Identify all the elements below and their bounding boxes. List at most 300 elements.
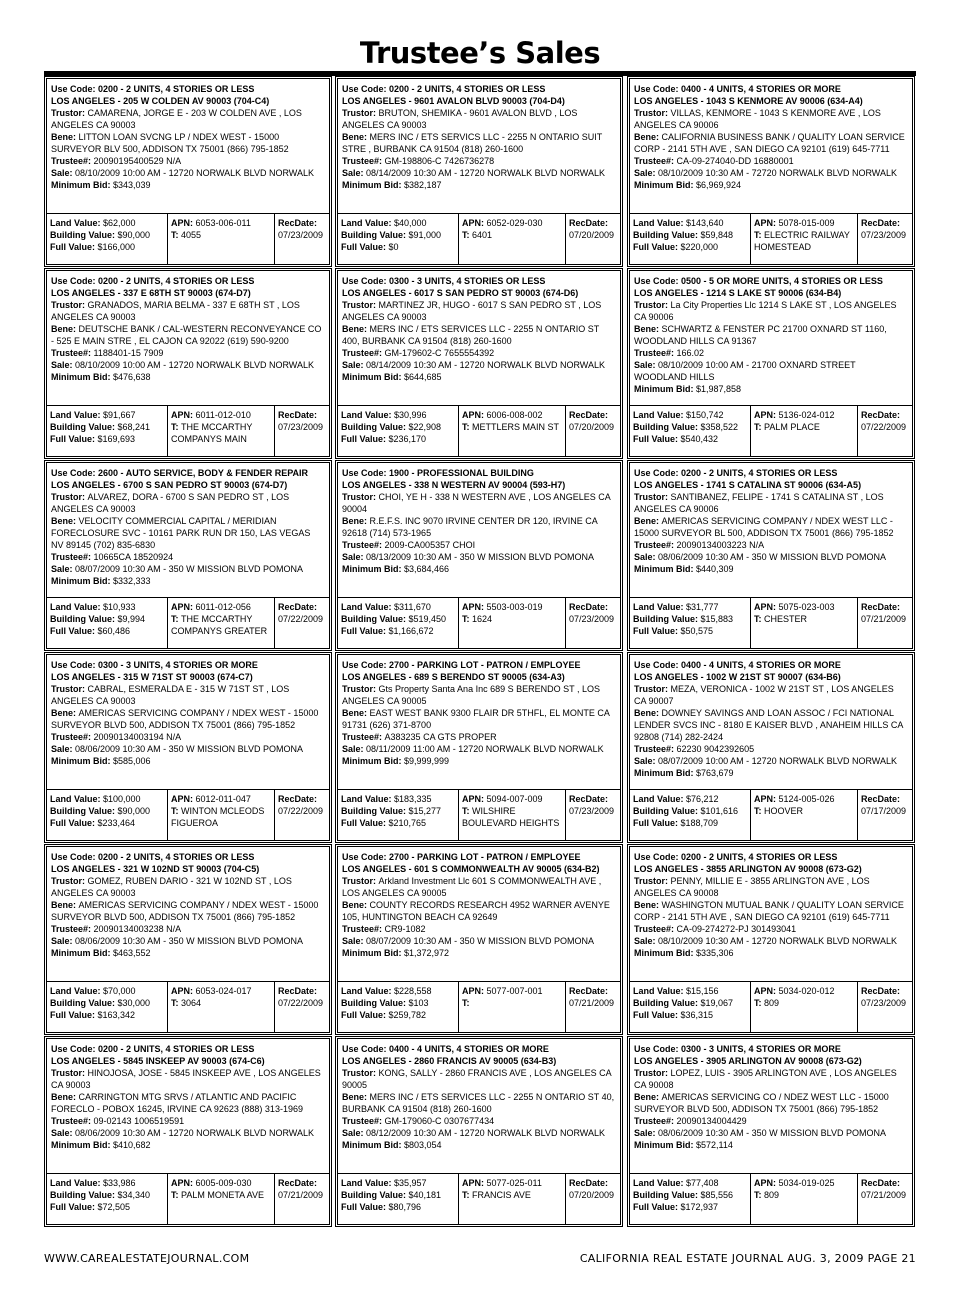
trustor-value: MARTINEZ JR, HUGO - 6017 S SAN PEDRO ST , LOS ANGELES CA 90003: [342, 300, 602, 322]
values-table: [630, 1173, 912, 1224]
full-label: Full Value:: [50, 626, 98, 636]
bene-value: EAST WEST BANK 9300 FLAIR DR 5THFL, EL MONTE CA 91731 (626) 371-8700: [342, 708, 610, 730]
sale-label: Sale:: [634, 756, 659, 766]
recdate-label-line: [569, 217, 617, 229]
sale-line: [342, 359, 616, 371]
trustor-label: Trustor:: [634, 1068, 671, 1078]
building-value-line: [50, 421, 164, 433]
min-bid-line: [51, 371, 325, 383]
trustee-label: Trustee#:: [51, 552, 94, 562]
values-col-recdate: [858, 790, 912, 840]
min-bid-value: $440,309: [696, 564, 734, 574]
apn-value: 6011-012-010: [195, 410, 251, 420]
trustor-label: Trustor:: [342, 684, 379, 694]
trustee-label: Trustee#:: [51, 348, 94, 358]
values-col-apn: [751, 1174, 858, 1224]
listing-card: [44, 460, 332, 651]
sale-line: [51, 167, 325, 179]
values-col-recdate: [566, 790, 620, 840]
values-table: [47, 597, 329, 648]
tract-line: [462, 805, 562, 829]
values-col-amounts: [47, 1174, 168, 1224]
recdate-label: RecDate:: [861, 1178, 901, 1188]
use-code: Use Code: 0300 - 3 UNITS, 4 STORIES OR MORE: [634, 1044, 841, 1054]
full-value-line: [50, 241, 164, 253]
listing-frame: [629, 270, 913, 457]
listing-frame: [46, 462, 330, 649]
apn-label: APN:: [171, 410, 196, 420]
tract-value: ELECTRIC RAILWAY HOMESTEAD: [754, 230, 850, 252]
recdate-label-line: [861, 217, 909, 229]
trustee-label: Trustee#:: [634, 540, 677, 550]
recdate-label: RecDate:: [278, 794, 318, 804]
recdate-label: RecDate:: [278, 602, 318, 612]
values-col-recdate: [566, 1174, 620, 1224]
recdate-label: RecDate:: [278, 986, 318, 996]
recdate-value: 07/21/2009: [569, 998, 615, 1008]
values-col-apn: [459, 1174, 566, 1224]
recdate-label-line: [278, 1177, 326, 1189]
land-value: $33,986: [103, 1178, 136, 1188]
min-bid-label: Minimum Bid:: [342, 1140, 404, 1150]
trustee-value: GM-198806-C 7426736278: [384, 156, 495, 166]
sale-label: Sale:: [342, 168, 367, 178]
land-value: $183,335: [394, 794, 432, 804]
full-label: Full Value:: [633, 1202, 681, 1212]
listing-card: [335, 460, 623, 651]
apn-line: [462, 985, 562, 997]
min-bid-line: [342, 563, 616, 575]
bene-line: [634, 707, 908, 743]
values-col-apn: [459, 982, 566, 1032]
bene-value: DOWNEY SAVINGS AND LOAN ASSOC / FCI NATIONAL LENDER SVCS INC - 8180 E KAISER BLVD , ANAHEIM HILLS CA 92808 (714) 282-2424: [634, 708, 903, 742]
trustee-label: Trustee#:: [51, 924, 94, 934]
min-bid-value: $343,039: [113, 180, 151, 190]
sale-label: Sale:: [51, 360, 76, 370]
min-bid-label: Minimum Bid:: [342, 948, 404, 958]
tract-value: CHESTER: [764, 614, 808, 624]
sale-line: [342, 935, 616, 947]
land-value-line: [633, 793, 747, 805]
trustor-label: Trustor:: [342, 300, 379, 310]
listing-card: [627, 844, 915, 1035]
bene-value: SCHWARTZ & FENSTER PC 21700 OXNARD ST 1160, WOODLAND HILLS CA 91367: [634, 324, 887, 346]
sale-label: Sale:: [634, 360, 659, 370]
property-address: LOS ANGELES - 315 W 71ST ST 90003 (674-C7): [51, 672, 253, 682]
tract-value: 1624: [472, 614, 493, 624]
recdate-label: RecDate:: [569, 986, 609, 996]
trustor-label: Trustor:: [51, 876, 88, 886]
apn-value: 5034-020-012: [778, 986, 835, 996]
tract-label: T:: [171, 998, 181, 1008]
full-value-line: [341, 625, 455, 637]
listing-info: [51, 275, 325, 383]
values-col-amounts: [630, 790, 751, 840]
bene-label: Bene:: [342, 132, 370, 142]
apn-label: APN:: [171, 218, 196, 228]
recdate-value: 07/21/2009: [861, 1190, 907, 1200]
property-address: LOS ANGELES - 338 N WESTERN AV 90004 (593-H7): [342, 480, 566, 490]
land-label: Land Value:: [50, 602, 104, 612]
apn-value: 5034-019-025: [778, 1178, 835, 1188]
trustee-label: Trustee#:: [51, 732, 94, 742]
values-col-recdate: [858, 1174, 912, 1224]
trustee-line: [51, 923, 325, 935]
trustee-value: A383235 CA GTS PROPER: [384, 732, 497, 742]
sale-value: 08/06/2009 10:30 AM - 350 W MISSION BLVD POMONA: [658, 1128, 886, 1138]
apn-value: 5078-015-009: [778, 218, 835, 228]
trustee-value: 20090195400529 N/A: [93, 156, 182, 166]
bene-value: VELOCITY COMMERCIAL CAPITAL / MERIDIAN FORECLOSURE SVC - 10161 PARK RUN DR 150, LAS VEGAS NV 89145 (702) 835-6830: [51, 516, 311, 550]
trustee-line: [342, 731, 616, 743]
bene-label: Bene:: [342, 900, 370, 910]
min-bid-label: Minimum Bid:: [634, 180, 696, 190]
bene-line: [342, 1091, 616, 1115]
min-bid-line: [342, 755, 616, 767]
use-code: Use Code: 0300 - 3 UNITS, 4 STORIES OR MORE: [51, 660, 258, 670]
values-col-amounts: [630, 982, 751, 1032]
sale-label: Sale:: [51, 744, 76, 754]
trustee-label: Trustee#:: [51, 156, 94, 166]
min-bid-line: [342, 947, 616, 959]
full-value-line: [50, 817, 164, 829]
values-table: [47, 789, 329, 840]
recdate-label-line: [861, 793, 909, 805]
listing-info: [342, 275, 616, 383]
full-label: Full Value:: [50, 242, 98, 252]
trustee-line: [51, 347, 325, 359]
land-value-line: [50, 985, 164, 997]
apn-label: APN:: [754, 602, 779, 612]
values-col-recdate: [275, 1174, 329, 1224]
full-value: $540,432: [680, 434, 719, 444]
min-bid-label: Minimum Bid:: [342, 180, 404, 190]
building-value: $19,067: [700, 998, 734, 1008]
bene-value: CARRINGTON MTG SRVS / ATLANTIC AND PACIFIC FORECLO - POBOX 16245, IRVINE CA 92623 (888) 313-1969: [51, 1092, 303, 1114]
full-label: Full Value:: [633, 626, 681, 636]
full-value: $169,693: [97, 434, 136, 444]
apn-line: [462, 601, 562, 613]
bene-value: CALIFORNIA BUSINESS BANK / QUALITY LOAN SERVICE CORP - 2141 5TH AVE , SAN DIEGO CA 92101 (619) 645-7711: [634, 132, 905, 154]
land-label: Land Value:: [341, 218, 395, 228]
use-code: Use Code: 0400 - 4 UNITS, 4 STORIES OR MORE: [634, 84, 841, 94]
min-bid-value: $585,006: [113, 756, 151, 766]
apn-label: APN:: [754, 1178, 779, 1188]
apn-line: [462, 1177, 562, 1189]
building-value: $519,450: [408, 614, 447, 624]
sale-line: [634, 935, 908, 947]
trustor-value: GOMEZ, RUBEN DARIO - 321 W 102ND ST , LOS ANGELES CA 90003: [51, 876, 292, 898]
listing-frame: [46, 846, 330, 1033]
building-value: $85,556: [700, 1190, 734, 1200]
full-label: Full Value:: [50, 818, 98, 828]
min-bid-value: $463,552: [113, 948, 151, 958]
building-value-line: [633, 1189, 747, 1201]
min-bid-label: Minimum Bid:: [634, 948, 696, 958]
apn-label: APN:: [171, 1178, 196, 1188]
bene-label: Bene:: [634, 900, 662, 910]
sale-line: [342, 551, 616, 563]
footer-website[interactable]: WWW.CAREALESTATEJOURNAL.COM: [44, 1252, 250, 1265]
listing-info: [634, 851, 908, 959]
trustor-label: Trustor:: [342, 1068, 379, 1078]
trustor-label: Trustor:: [634, 108, 671, 118]
building-label: Building Value:: [341, 806, 409, 816]
listing-card: [335, 652, 623, 843]
min-bid-line: [51, 575, 325, 587]
min-bid-value: $410,682: [113, 1140, 151, 1150]
recdate-label-line: [278, 793, 326, 805]
building-label: Building Value:: [341, 1190, 409, 1200]
building-label: Building Value:: [633, 998, 701, 1008]
property-address: LOS ANGELES - 3855 ARLINGTON AV 90008 (673-G2): [634, 864, 862, 874]
listing-frame: [337, 462, 621, 649]
building-value: $68,241: [117, 422, 151, 432]
apn-label: APN:: [171, 986, 196, 996]
bene-line: [634, 1091, 908, 1115]
recdate-label-line: [861, 1177, 909, 1189]
apn-line: [171, 1177, 271, 1189]
sale-value: 08/10/2009 10:30 AM - 12720 NORWALK BLVD NORWALK: [658, 936, 897, 946]
bene-label: Bene:: [634, 516, 662, 526]
trustor-line: [51, 491, 325, 515]
recdate-label: RecDate:: [861, 602, 901, 612]
sale-value: 08/10/2009 10:30 AM - 72720 NORWALK BLVD NORWALK: [658, 168, 897, 178]
recdate-label-line: [569, 793, 617, 805]
trustee-label: Trustee#:: [634, 348, 677, 358]
min-bid-value: $332,333: [113, 576, 151, 586]
bene-value: AMERICAS SERVICING CO / NDEZ WEST LLC - 15000 SURVEYOR BLVD 500, ADDISON TX 75001 (866) 795-1852: [634, 1092, 889, 1114]
values-col-apn: [168, 790, 275, 840]
apn-line: [171, 601, 271, 613]
building-label: Building Value:: [341, 422, 409, 432]
recdate-value: 07/23/2009: [278, 422, 324, 432]
tract-label: T:: [754, 230, 764, 240]
property-address: LOS ANGELES - 321 W 102ND ST 90003 (704-C5): [51, 864, 260, 874]
building-value-line: [633, 229, 747, 241]
values-col-recdate: [275, 790, 329, 840]
sale-value: 08/13/2009 10:30 AM - 350 W MISSION BLVD POMONA: [366, 552, 594, 562]
min-bid-line: [51, 1139, 325, 1151]
min-bid-value: $335,306: [696, 948, 734, 958]
recdate-label-line: [278, 217, 326, 229]
listing-frame: [337, 1038, 621, 1225]
building-value-line: [50, 805, 164, 817]
min-bid-line: [634, 767, 908, 779]
land-value: $31,777: [686, 602, 719, 612]
tract-value: METTLERS MAIN ST: [472, 422, 560, 432]
tract-label: T:: [754, 806, 764, 816]
listing-card: [44, 1036, 332, 1227]
trustor-line: [342, 491, 616, 515]
values-col-apn: [168, 598, 275, 648]
building-label: Building Value:: [50, 230, 118, 240]
tract-value: 3064: [181, 998, 202, 1008]
values-table: [630, 981, 912, 1032]
apn-label: APN:: [462, 218, 487, 228]
min-bid-value: $476,638: [113, 372, 151, 382]
trustee-line: [51, 551, 325, 563]
values-col-apn: [168, 1174, 275, 1224]
trustor-line: [342, 1067, 616, 1091]
bene-line: [342, 131, 616, 155]
building-value-line: [633, 805, 747, 817]
full-label: Full Value:: [633, 242, 681, 252]
property-address: LOS ANGELES - 1214 S LAKE ST 90006 (634-B4): [634, 288, 842, 298]
use-code: Use Code: 0200 - 2 UNITS, 4 STORIES OR LESS: [51, 84, 255, 94]
property-address: LOS ANGELES - 6017 S SAN PEDRO ST 90003 (674-D6): [342, 288, 579, 298]
bene-value: LITTON LOAN SVCNG LP / NDEX WEST - 15000 SURVEYOR BLV 500, ADDISON TX 75001 (866) 795-1852: [51, 132, 289, 154]
sale-value: 08/07/2009 10:30 AM - 350 W MISSION BLVD POMONA: [75, 564, 303, 574]
land-label: Land Value:: [341, 794, 395, 804]
trustor-line: [342, 107, 616, 131]
tract-line: [462, 421, 562, 433]
recdate-label-line: [278, 985, 326, 997]
bene-label: Bene:: [51, 132, 79, 142]
tract-value: 4055: [181, 230, 202, 240]
sale-line: [634, 755, 908, 767]
min-bid-label: Minimum Bid:: [342, 564, 404, 574]
min-bid-label: Minimum Bid:: [342, 756, 404, 766]
land-label: Land Value:: [633, 602, 687, 612]
trustee-label: Trustee#:: [342, 732, 385, 742]
building-value: $90,000: [117, 806, 151, 816]
values-table: [47, 981, 329, 1032]
trustee-line: [342, 155, 616, 167]
apn-value: 5136-024-012: [778, 410, 835, 420]
trustee-value: 2009-CA005357 CHOI: [384, 540, 476, 550]
full-label: Full Value:: [341, 818, 389, 828]
trustor-label: Trustor:: [634, 684, 671, 694]
land-label: Land Value:: [50, 218, 104, 228]
bene-value: COUNTY RECORDS RESEARCH 4952 WARNER AVENYE 105, HUNTINGTON BEACH CA 92649: [342, 900, 610, 922]
trustee-label: Trustee#:: [342, 1116, 385, 1126]
full-value-line: [341, 433, 455, 445]
building-label: Building Value:: [633, 230, 701, 240]
values-col-recdate: [566, 598, 620, 648]
trustor-label: Trustor:: [51, 108, 88, 118]
values-table: [630, 213, 912, 264]
full-value-line: [633, 817, 747, 829]
values-col-recdate: [566, 214, 620, 264]
recdate-label: RecDate:: [569, 794, 609, 804]
apn-value: 6053-024-017: [195, 986, 252, 996]
use-code: Use Code: 0300 - 3 UNITS, 4 STORIES OR LESS: [342, 276, 546, 286]
min-bid-value: $9,999,999: [404, 756, 450, 766]
full-label: Full Value:: [50, 1202, 98, 1212]
tract-value: WILSHIRE BOULEVARD HEIGHTS: [462, 806, 560, 828]
land-value: $76,212: [686, 794, 719, 804]
listing-row: [44, 460, 916, 652]
building-value-line: [341, 229, 455, 241]
bene-label: Bene:: [342, 324, 370, 334]
trustor-value: MEZA, VERONICA - 1002 W 21ST ST , LOS ANGELES CA 90007: [634, 684, 894, 706]
recdate-label-line: [569, 601, 617, 613]
tract-line: [462, 1189, 562, 1201]
property-address: LOS ANGELES - 2860 FRANCIS AV 90005 (634-B3): [342, 1056, 557, 1066]
land-value-line: [341, 985, 455, 997]
sale-line: [342, 743, 616, 755]
min-bid-value: $1,372,972: [404, 948, 450, 958]
building-value: $9,994: [117, 614, 146, 624]
sale-value: 08/10/2009 10:00 AM - 21700 OXNARD STREET WOODLAND HILLS: [634, 360, 856, 382]
tract-label: T:: [171, 806, 181, 816]
listing-row: [44, 76, 916, 268]
land-label: Land Value:: [50, 794, 104, 804]
land-value: $10,933: [103, 602, 136, 612]
tract-line: [754, 805, 854, 817]
full-label: Full Value:: [633, 434, 681, 444]
trustee-value: 1188401-15 7909: [93, 348, 164, 358]
bene-value: MERS INC / ETS SERVICES LLC - 2255 N ONTARIO ST 40, BURBANK CA 91504 (818) 260-1600: [342, 1092, 615, 1114]
listing-card: [335, 268, 623, 459]
tract-label: T:: [754, 998, 764, 1008]
full-label: Full Value:: [50, 434, 98, 444]
property-address: LOS ANGELES - 1043 S KENMORE AV 90006 (634-A4): [634, 96, 863, 106]
full-value: $72,505: [97, 1202, 131, 1212]
land-label: Land Value:: [633, 986, 687, 996]
trustor-label: Trustor:: [342, 492, 379, 502]
footer-publication: CALIFORNIA REAL ESTATE JOURNAL AUG. 3, 2009 PAGE 21: [579, 1252, 916, 1265]
bene-line: [51, 707, 325, 731]
listing-frame: [46, 1038, 330, 1225]
tract-line: [754, 421, 854, 433]
listing-info: [51, 851, 325, 959]
tract-line: [754, 613, 854, 625]
recdate-value: 07/20/2009: [569, 422, 615, 432]
values-col-apn: [459, 598, 566, 648]
trustor-line: [342, 683, 616, 707]
min-bid-value: $644,685: [404, 372, 442, 382]
building-value-line: [633, 613, 747, 625]
tract-label: T:: [462, 806, 472, 816]
use-code: Use Code: 2700 - PARKING LOT - PATRON / EMPLOYEE: [342, 852, 581, 862]
full-label: Full Value:: [341, 1202, 389, 1212]
sale-value: 08/14/2009 10:30 AM - 12720 NORWALK BLVD NORWALK: [366, 360, 605, 370]
trustee-label: Trustee#:: [342, 540, 385, 550]
min-bid-line: [51, 179, 325, 191]
building-label: Building Value:: [50, 806, 118, 816]
land-value-line: [50, 793, 164, 805]
listing-info: [342, 83, 616, 191]
trustee-line: [51, 1115, 325, 1127]
use-code: Use Code: 0400 - 4 UNITS, 4 STORIES OR MORE: [342, 1044, 549, 1054]
use-code: Use Code: 0200 - 2 UNITS, 4 STORIES OR LESS: [634, 468, 838, 478]
trustor-label: Trustor:: [634, 492, 671, 502]
land-label: Land Value:: [633, 794, 687, 804]
trustor-value: BRUTON, SHEMIKA - 9601 AVALON BLVD , LOS ANGELES CA 90003: [342, 108, 578, 130]
building-value: $91,000: [408, 230, 442, 240]
land-value-line: [50, 217, 164, 229]
sale-label: Sale:: [342, 744, 367, 754]
tract-label: T:: [171, 614, 181, 624]
trustee-value: 62230 9042392605: [676, 744, 755, 754]
land-value-line: [633, 985, 747, 997]
tract-value: THE MCCARTHY COMPANYS MAIN: [171, 422, 253, 444]
min-bid-value: $382,187: [404, 180, 442, 190]
bene-label: Bene:: [51, 516, 79, 526]
trustor-value: LOPEZ, LUIS - 3905 ARLINGTON AVE , LOS ANGELES CA 90008: [634, 1068, 897, 1090]
full-value: $188,709: [680, 818, 719, 828]
land-value: $91,667: [103, 410, 136, 420]
full-value-line: [633, 241, 747, 253]
sale-label: Sale:: [342, 552, 367, 562]
apn-value: 6012-011-047: [195, 794, 251, 804]
trustor-line: [342, 875, 616, 899]
trustor-label: Trustor:: [51, 1068, 88, 1078]
tract-line: [171, 997, 271, 1009]
trustor-label: Trustor:: [634, 876, 671, 886]
